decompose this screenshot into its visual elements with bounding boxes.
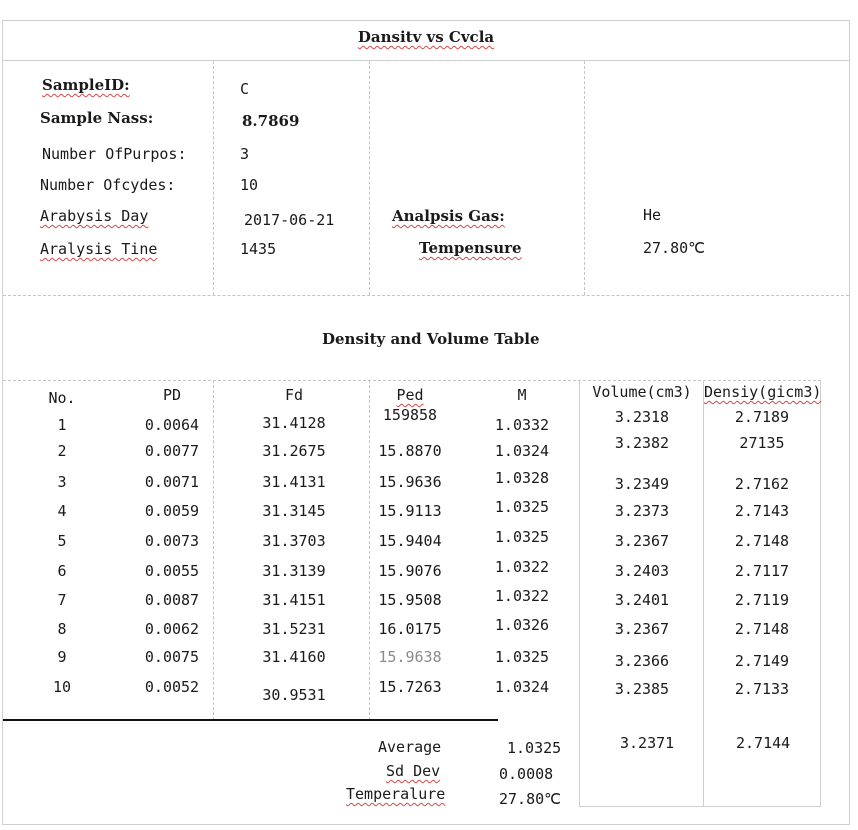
average-m-value: 1.0325 bbox=[507, 739, 562, 757]
table-cell-m: 1.0325 bbox=[494, 648, 550, 666]
table-cell-density: 2.7143 bbox=[734, 502, 790, 520]
table-cell-m: 1.0328 bbox=[494, 469, 550, 487]
table-cell-ped: 15.9113 bbox=[378, 502, 442, 520]
table-cell-density: 2.7117 bbox=[734, 562, 790, 580]
table-cell-volume: 3.2349 bbox=[614, 475, 670, 493]
table-cell-no: 8 bbox=[57, 620, 67, 638]
column-header-ped-text: Ped bbox=[396, 386, 424, 404]
table-cell-density: 2.7119 bbox=[734, 591, 790, 609]
analysis-day-label-text: Arabysis Day bbox=[40, 207, 149, 225]
table-cell-volume: 3.2385 bbox=[614, 680, 670, 698]
column-header-m: M bbox=[517, 386, 527, 404]
average-volume-value: 3.2371 bbox=[620, 734, 675, 752]
table-cell-volume: 3.2367 bbox=[614, 532, 670, 550]
sample-mass-value: 8.7869 bbox=[242, 112, 300, 130]
analysis-time-label bbox=[40, 240, 157, 258]
temperature-label bbox=[419, 239, 522, 257]
table-cell-ped: 15.9404 bbox=[378, 532, 442, 550]
temperature-summary-label-text: Temperalure bbox=[346, 785, 446, 803]
table-cell-ped: 159858 bbox=[382, 406, 438, 424]
analysis-gas-label-text: Analpsis Gas: bbox=[392, 207, 505, 225]
table-cell-m: 1.0325 bbox=[494, 498, 550, 516]
table-cell-ped: 15.9636 bbox=[378, 473, 442, 491]
frame-left bbox=[2, 20, 3, 825]
table-divider-volume bbox=[579, 380, 580, 807]
table-cell-volume: 3.2367 bbox=[614, 620, 670, 638]
table-cell-pd: 0.0077 bbox=[144, 442, 200, 460]
table-divider-right bbox=[820, 380, 821, 807]
table-cell-fd: 31.3145 bbox=[262, 502, 326, 520]
page-title bbox=[0, 28, 852, 46]
analysis-time-label-text: Aralysis Tine bbox=[40, 240, 158, 258]
temperature-label-text: Tempensure bbox=[419, 239, 522, 257]
title-rule bbox=[2, 60, 850, 61]
analysis-time-value: 1435 bbox=[240, 240, 277, 258]
column-header-volume: Volume(cm3) bbox=[592, 383, 692, 401]
table-cell-pd: 0.0064 bbox=[144, 416, 200, 434]
table-cell-volume: 3.2373 bbox=[614, 502, 670, 520]
number-purpos-label-text: Number OfPurpos: bbox=[42, 145, 187, 163]
number-cycles-label-text: Number Ofcydes: bbox=[40, 176, 176, 194]
table-cell-no: 7 bbox=[57, 591, 67, 609]
table-cell-fd: 31.4128 bbox=[262, 414, 326, 432]
frame-bottom bbox=[2, 824, 850, 825]
sample-id-label-text: SampleID: bbox=[42, 76, 130, 94]
sd-dev-m-value: 0.0008 bbox=[499, 765, 554, 783]
table-cell-pd: 0.0059 bbox=[144, 502, 200, 520]
table-cell-density: 2.7148 bbox=[734, 620, 790, 638]
table-divider-1 bbox=[213, 380, 214, 720]
number-purpos-label bbox=[42, 145, 187, 163]
column-header-density-text: Densiy(gicm3) bbox=[704, 383, 822, 401]
table-cell-volume: 3.2382 bbox=[614, 434, 670, 452]
table-cell-ped: 15.9638 bbox=[378, 648, 442, 666]
table-cell-fd: 31.3139 bbox=[262, 562, 326, 580]
table-cell-ped: 15.9508 bbox=[378, 591, 442, 609]
number-cycles-label bbox=[40, 176, 175, 194]
analysis-day-value: 2017-06-21 bbox=[244, 211, 335, 229]
table-cell-fd: 31.4151 bbox=[262, 591, 326, 609]
table-cell-fd: 31.4131 bbox=[262, 473, 326, 491]
sd-dev-label-text: Sd Dev bbox=[386, 762, 441, 780]
table-divider-2 bbox=[369, 380, 370, 720]
table-cell-density: 2.7133 bbox=[734, 680, 790, 698]
table-cell-m: 1.0326 bbox=[494, 616, 550, 634]
table-cell-m: 1.0322 bbox=[494, 558, 550, 576]
temperature-m-value: 27.80℃ bbox=[499, 790, 561, 808]
table-cell-density: 2.7189 bbox=[734, 408, 790, 426]
table-cell-pd: 0.0062 bbox=[144, 620, 200, 638]
analysis-day-label bbox=[40, 207, 148, 225]
info-bottom-rule bbox=[3, 295, 849, 296]
table-cell-no: 3 bbox=[57, 473, 67, 491]
table-header-rule bbox=[3, 380, 821, 381]
info-divider-3 bbox=[584, 61, 585, 295]
table-bottom-rule bbox=[579, 806, 821, 807]
table-cell-pd: 0.0087 bbox=[144, 591, 200, 609]
table-cell-fd: 31.3703 bbox=[262, 532, 326, 550]
sample-mass-label: Sample Nass: bbox=[40, 109, 154, 127]
table-cell-no: 1 bbox=[57, 416, 67, 434]
info-divider-1 bbox=[213, 61, 214, 295]
table-cell-volume: 3.2401 bbox=[614, 591, 670, 609]
frame-top bbox=[2, 20, 850, 21]
column-header-pd: PD bbox=[162, 386, 182, 404]
table-cell-m: 1.0325 bbox=[494, 528, 550, 546]
table-cell-volume: 3.2318 bbox=[614, 408, 670, 426]
sd-dev-label bbox=[386, 762, 440, 780]
analysis-gas-label bbox=[392, 207, 505, 225]
table-cell-ped: 16.0175 bbox=[378, 620, 442, 638]
frame-right bbox=[849, 20, 850, 825]
temperature-summary-label bbox=[346, 785, 445, 803]
table-cell-m: 1.0324 bbox=[494, 678, 550, 696]
column-header-fd: Fd bbox=[284, 386, 304, 404]
column-header-density bbox=[704, 383, 820, 401]
table-cell-pd: 0.0071 bbox=[144, 473, 200, 491]
table-cell-volume: 3.2366 bbox=[614, 652, 670, 670]
table-cell-m: 1.0324 bbox=[494, 442, 550, 460]
summary-separator bbox=[3, 719, 498, 721]
table-cell-no: 4 bbox=[57, 502, 67, 520]
table-cell-density: 27135 bbox=[739, 434, 785, 452]
table-cell-no: 9 bbox=[57, 648, 67, 666]
table-cell-fd: 31.4160 bbox=[262, 648, 326, 666]
table-cell-m: 1.0322 bbox=[494, 587, 550, 605]
table-cell-no: 5 bbox=[57, 532, 67, 550]
table-cell-pd: 0.0075 bbox=[144, 648, 200, 666]
table-cell-density: 2.7162 bbox=[734, 475, 790, 493]
table-cell-density: 2.7148 bbox=[734, 532, 790, 550]
table-cell-density: 2.7149 bbox=[734, 652, 790, 670]
temperature-value: 27.80℃ bbox=[643, 239, 705, 257]
number-cycles-value: 10 bbox=[240, 176, 259, 194]
average-density-value: 2.7144 bbox=[736, 734, 791, 752]
table-cell-no: 6 bbox=[57, 562, 67, 580]
info-divider-2 bbox=[369, 61, 370, 295]
table-cell-no: 2 bbox=[57, 442, 67, 460]
table-cell-volume: 3.2403 bbox=[614, 562, 670, 580]
table-cell-m: 1.0332 bbox=[494, 416, 550, 434]
column-header-ped bbox=[378, 386, 442, 404]
sample-id-value: C bbox=[240, 80, 250, 98]
sample-id-label bbox=[42, 76, 130, 94]
table-cell-fd: 30.9531 bbox=[262, 686, 326, 704]
table-cell-pd: 0.0052 bbox=[144, 678, 200, 696]
table-cell-fd: 31.2675 bbox=[262, 442, 326, 460]
page-title-text: Dansitv vs Cvcla bbox=[357, 28, 495, 46]
average-label: Average bbox=[378, 738, 442, 756]
number-purpos-value: 3 bbox=[240, 145, 250, 163]
table-cell-ped: 15.7263 bbox=[378, 678, 442, 696]
table-cell-pd: 0.0055 bbox=[144, 562, 200, 580]
table-cell-no: 10 bbox=[52, 678, 72, 696]
column-header-no: No. bbox=[48, 389, 76, 407]
table-title: Density and Volume Table bbox=[322, 330, 540, 348]
table-cell-fd: 31.5231 bbox=[262, 620, 326, 638]
table-cell-pd: 0.0073 bbox=[144, 532, 200, 550]
table-cell-ped: 15.8870 bbox=[378, 442, 442, 460]
analysis-gas-value: He bbox=[643, 206, 662, 224]
table-cell-ped: 15.9076 bbox=[378, 562, 442, 580]
